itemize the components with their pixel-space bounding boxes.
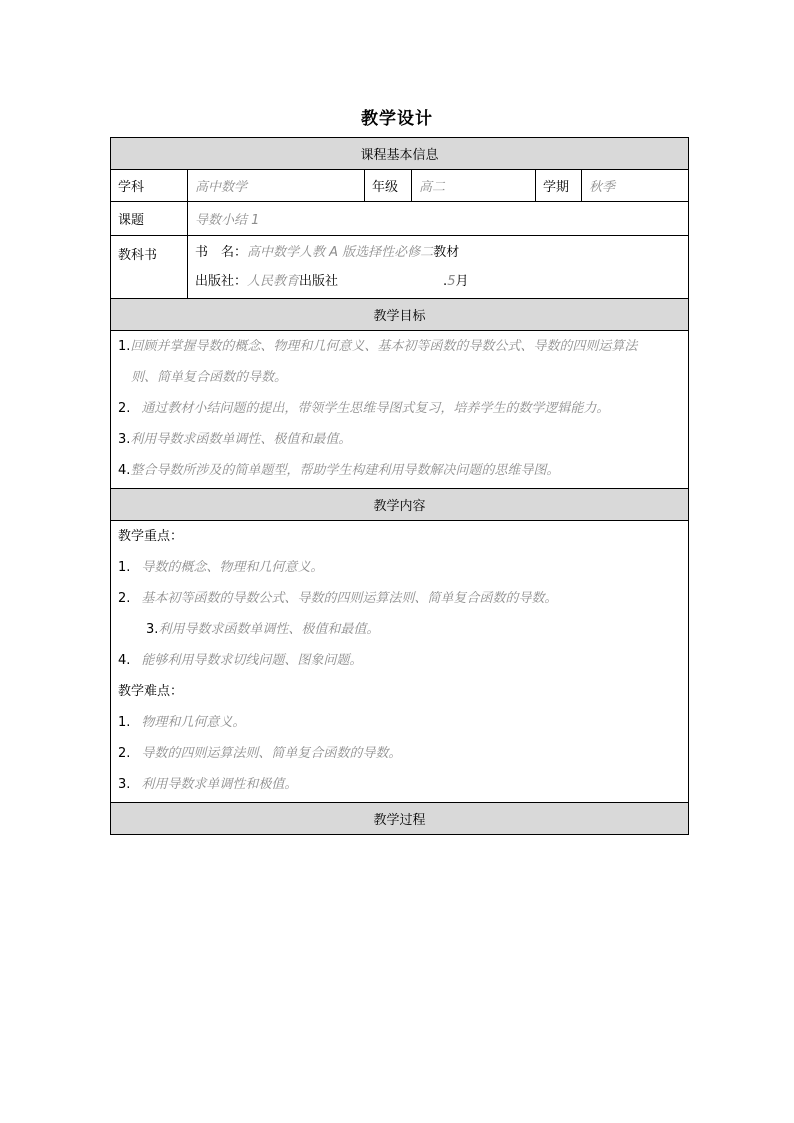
- term-label: 学期: [536, 170, 582, 202]
- textbook-info: [188, 236, 689, 299]
- objectives-header: 教学目标: [111, 299, 689, 331]
- book-name-line: [195, 238, 681, 267]
- publisher-line: [195, 267, 681, 296]
- grade-label: 年级: [365, 170, 412, 202]
- subject-label: 学科: [111, 170, 188, 202]
- topic-label: 课题: [111, 202, 188, 236]
- content-header: 教学内容: [111, 489, 689, 521]
- document-title: 教学设计: [361, 109, 433, 129]
- difficulties-label: 教学难点：: [118, 684, 184, 699]
- key-point-item: 4. 能够利用导数求切线问题、图象问题。: [118, 653, 363, 668]
- date-month-suffix: 月: [455, 274, 469, 289]
- date-dot: .: [443, 274, 448, 289]
- key-point-item: 1. 导数的概念、物理和几何意义。: [118, 560, 324, 575]
- objectives-cell: [111, 331, 689, 489]
- objectives-header-row: [111, 299, 689, 331]
- subject-row: [111, 170, 689, 202]
- subject-value[interactable]: 高中数学: [188, 170, 365, 202]
- content-header-row: [111, 489, 689, 521]
- lesson-plan-table: [110, 137, 689, 835]
- topic-value[interactable]: 导数小结 1: [188, 202, 689, 236]
- key-point-item: 2. 基本初等函数的导数公式、导数的四则运算法则、简单复合函数的导数。: [118, 591, 558, 606]
- content-row: [111, 521, 689, 803]
- difficulty-item: 2. 导数的四则运算法则、简单复合函数的导数。: [118, 746, 402, 761]
- difficulty-item: 3. 利用导数求单调性和极值。: [118, 777, 298, 792]
- book-name-value[interactable]: 高中数学人教 A 版选择性必修二: [247, 245, 434, 260]
- topic-row: [111, 202, 689, 236]
- key-points-label: 教学重点：: [118, 529, 184, 544]
- textbook-row: [111, 236, 689, 299]
- publisher-value[interactable]: 人民教育: [247, 274, 300, 289]
- book-name-suffix: 教材: [433, 245, 460, 260]
- publisher-label: 出版社：: [195, 274, 248, 289]
- objective-item: 4.整合导数所涉及的简单题型，帮助学生构建利用导数解决问题的思维导图。: [118, 463, 560, 478]
- objective-item: 2. 通过教材小结问题的提出，带领学生思维导图式复习，培养学生的数学逻辑能力。: [118, 401, 610, 416]
- grade-value[interactable]: 高二: [412, 170, 536, 202]
- textbook-label: 教科书: [111, 236, 188, 299]
- objective-item: 3.利用导数求函数单调性、极值和最值。: [118, 432, 352, 447]
- difficulty-item: 1. 物理和几何意义。: [118, 715, 246, 730]
- publisher-suffix: 出版社: [299, 274, 339, 289]
- term-value[interactable]: 秋季: [582, 170, 689, 202]
- book-name-label: 书 名：: [195, 245, 248, 260]
- basic-info-header-row: [111, 138, 689, 170]
- basic-info-header: 课程基本信息: [111, 138, 689, 170]
- objectives-row: [111, 331, 689, 489]
- key-point-item: 3.利用导数求函数单调性、极值和最值。: [146, 622, 380, 637]
- objective-item-continued: 则、简单复合函数的导数。: [131, 370, 288, 385]
- content-cell: [111, 521, 689, 803]
- date-month-value[interactable]: 5: [447, 274, 456, 289]
- process-header-row: [111, 803, 689, 835]
- objective-item: 1.回顾并掌握导数的概念、物理和几何意义、基本初等函数的导数公式、导数的四则运算法: [118, 339, 638, 354]
- process-header: 教学过程: [111, 803, 689, 835]
